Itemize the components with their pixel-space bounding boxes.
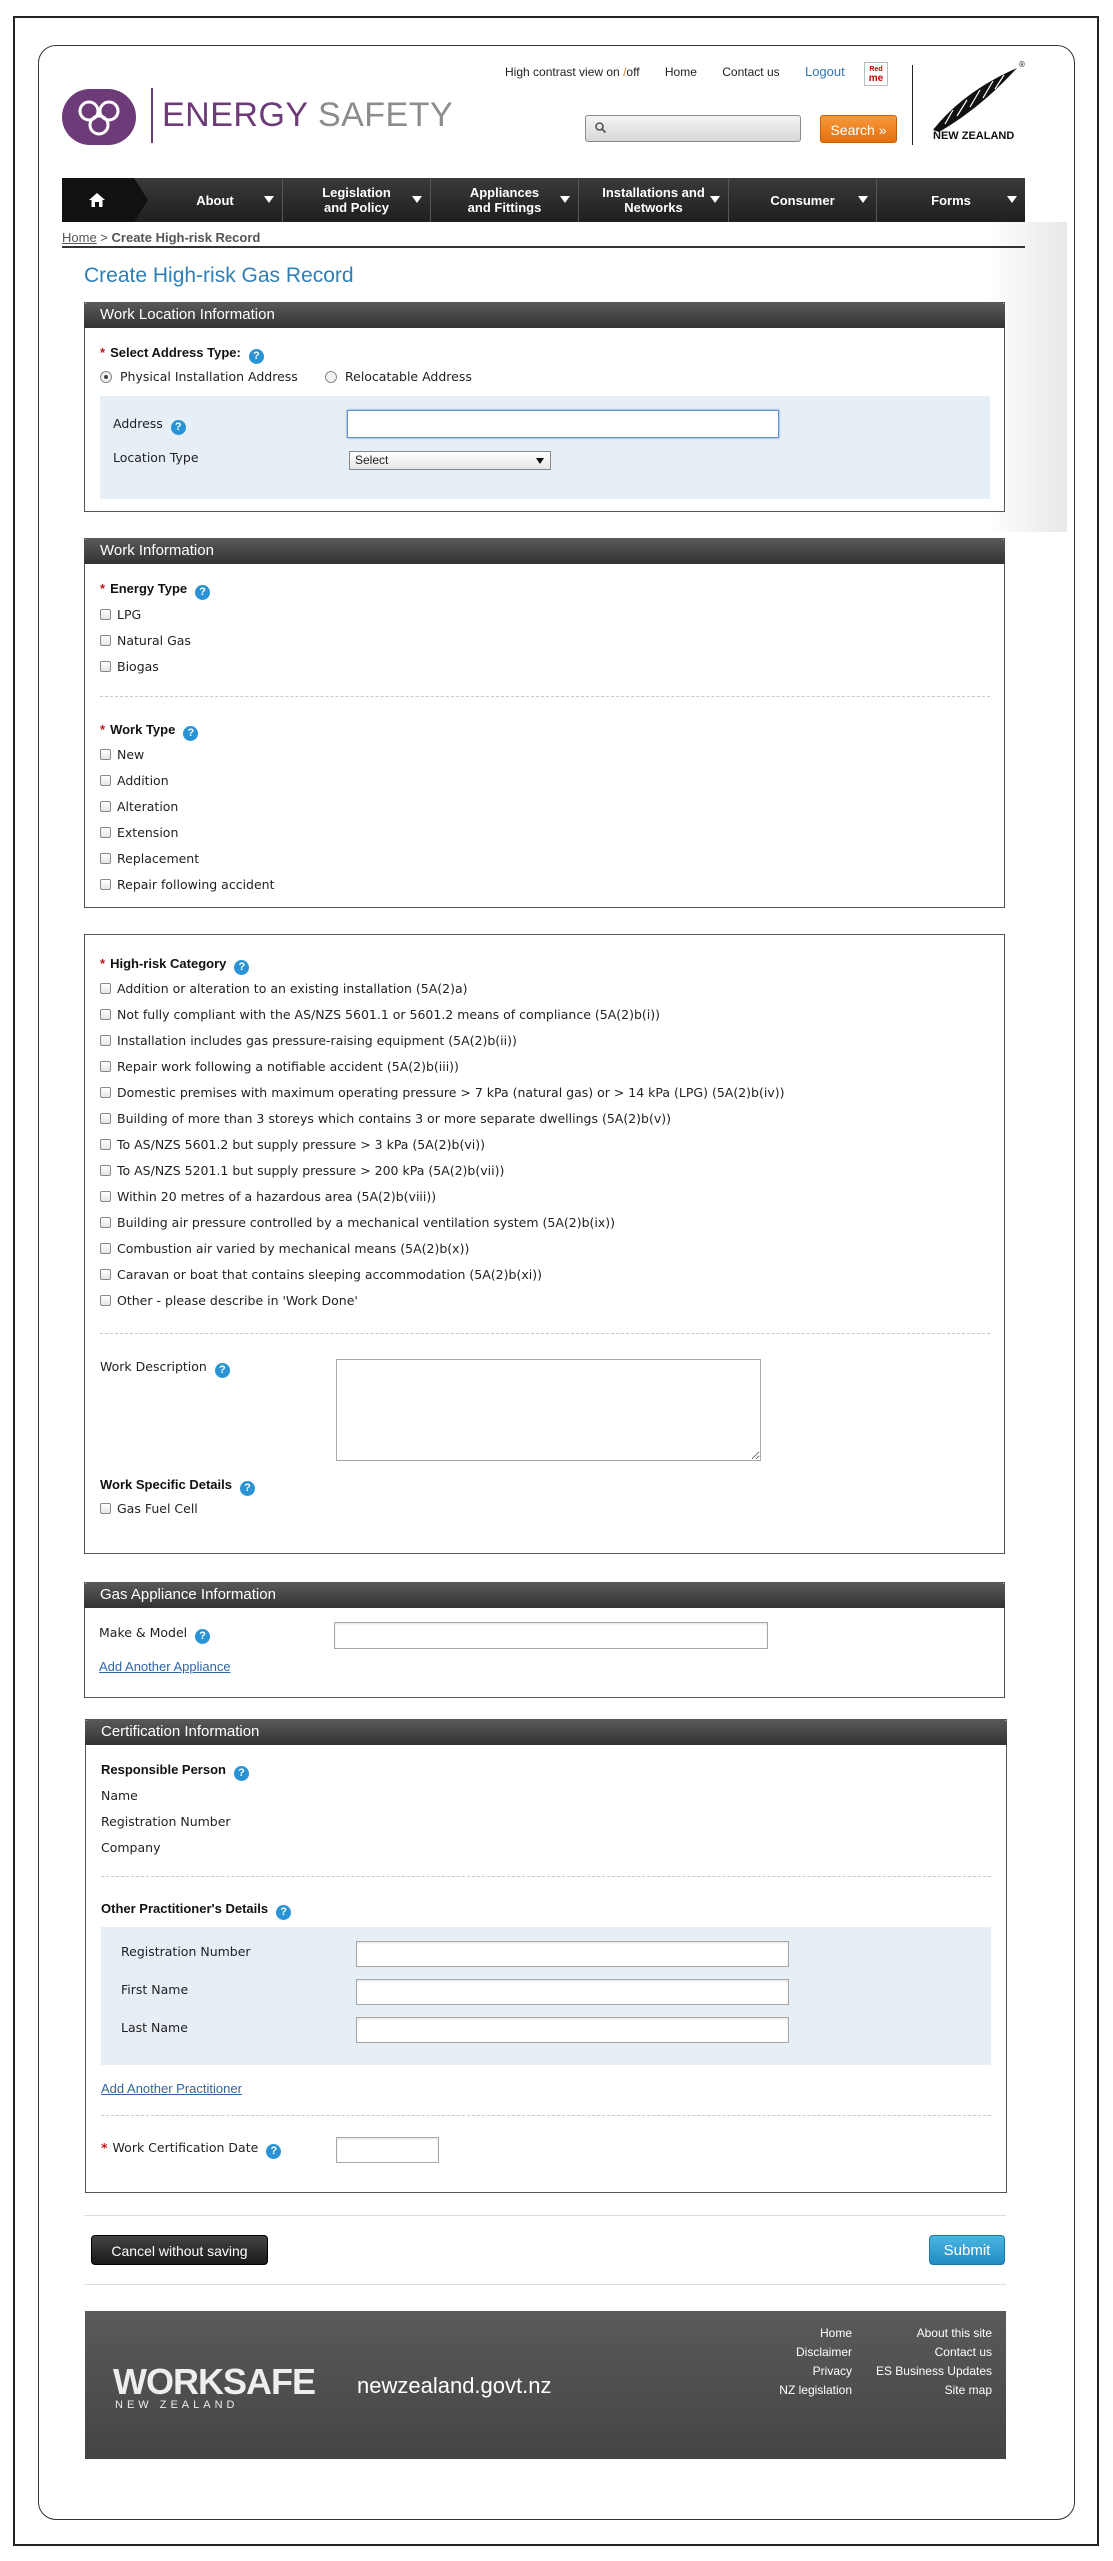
high-risk-category-option[interactable]	[100, 1085, 784, 1100]
high-risk-category-text: To AS/NZS 5601.2 but supply pressure > 3 kPa (5A(2)b(vi))	[117, 1137, 485, 1152]
checkbox[interactable]	[100, 1217, 111, 1228]
radio-button[interactable]	[325, 371, 337, 383]
high-risk-category-text: To AS/NZS 5201.1 but supply pressure > 200 kPa (5A(2)b(vii))	[117, 1163, 505, 1178]
worksafe-logo[interactable]: WORKSAFE	[113, 2361, 315, 2402]
footer-link-site-map[interactable]: Site map	[944, 2383, 992, 2397]
high-risk-category-option[interactable]	[100, 1267, 542, 1282]
search-input[interactable]	[610, 119, 795, 138]
help-icon[interactable]: ?	[276, 1905, 291, 1920]
search-icon	[594, 121, 608, 135]
nav-appliances[interactable]: Appliances and Fittings	[431, 178, 579, 222]
checkbox[interactable]	[100, 1243, 111, 1254]
radio-button[interactable]	[100, 371, 112, 383]
work-type-replacement[interactable]: Replacement	[100, 851, 199, 866]
make-model-input[interactable]	[334, 1622, 768, 1649]
help-icon[interactable]: ?	[171, 420, 186, 435]
checkbox[interactable]	[100, 661, 111, 672]
worksafe-sub: NEW ZEALAND	[115, 2399, 239, 2411]
energy-type-biogas[interactable]: Biogas	[100, 659, 159, 674]
checkbox[interactable]	[100, 775, 111, 786]
other-practitioner-label: Other Practitioner's Details ?	[101, 1901, 291, 1920]
work-type-repair[interactable]: Repair following accident	[100, 877, 275, 892]
registration-number-label: Registration Number	[101, 1814, 231, 1829]
high-risk-category-option[interactable]	[100, 1189, 436, 1204]
responsible-person-label: Responsible Person ?	[101, 1762, 249, 1781]
location-type-label: Location Type	[113, 450, 199, 465]
high-risk-category-text: Building of more than 3 storeys which contains 3 or more separate dwellings (5A(2)b(v))	[117, 1111, 671, 1126]
search-button[interactable]: Search »	[820, 115, 897, 143]
high-risk-category-text: Building air pressure controlled by a mechanical ventilation system (5A(2)b(ix))	[117, 1215, 616, 1230]
checkbox[interactable]	[100, 1009, 111, 1020]
company-label: Company	[101, 1840, 161, 1855]
divider	[84, 2284, 1006, 2285]
high-risk-category-option[interactable]	[100, 1215, 615, 1230]
gas-appliance-section	[84, 1582, 1005, 1698]
cert-date-input[interactable]	[336, 2137, 439, 2163]
high-risk-category-option[interactable]	[100, 1137, 485, 1152]
logo-text: ENERGY SAFETY	[162, 96, 454, 134]
work-specific-details-label: Work Specific Details ?	[100, 1477, 255, 1496]
high-risk-category-text: Within 20 metres of a hazardous area (5A(2)b(viii))	[117, 1189, 437, 1204]
checkbox[interactable]	[100, 1087, 111, 1098]
submit-button[interactable]: Submit	[929, 2235, 1005, 2265]
chevron-down-icon	[1007, 196, 1017, 203]
chevron-down-icon	[412, 196, 422, 203]
footer-link-about-site[interactable]: About this site	[916, 2326, 992, 2340]
chevron-down-icon	[264, 196, 274, 203]
cancel-button[interactable]: Cancel without saving	[91, 2235, 268, 2265]
op-last-name-input[interactable]	[356, 2017, 789, 2043]
high-risk-category-option[interactable]	[100, 1163, 504, 1178]
energy-type-natural-gas[interactable]: Natural Gas	[100, 633, 191, 648]
new-zealand-label: NEW ZEALAND	[933, 130, 1015, 142]
checkbox[interactable]	[100, 1269, 111, 1280]
high-risk-category-option[interactable]	[100, 1033, 517, 1048]
checkbox[interactable]	[100, 853, 111, 864]
checkbox[interactable]	[100, 609, 111, 620]
checkbox[interactable]	[100, 879, 111, 890]
checkbox[interactable]	[100, 983, 111, 994]
help-icon[interactable]: ?	[195, 1629, 210, 1644]
high-risk-category-text: Not fully compliant with the AS/NZS 5601.1 or 5601.2 means of compliance (5A(2)b(i))	[117, 1007, 661, 1022]
certification-section	[85, 1719, 1007, 2193]
energy-type-label: * Energy Type ?	[100, 581, 210, 600]
work-type-extension[interactable]: Extension	[100, 825, 178, 840]
high-risk-category-option[interactable]	[100, 1007, 660, 1022]
op-registration-input[interactable]	[356, 1941, 789, 1967]
help-icon[interactable]: ?	[240, 1481, 255, 1496]
redme-icon[interactable]: Red me	[864, 62, 888, 86]
high-risk-category-text: Repair work following a notifiable accident (5A(2)b(iii))	[117, 1059, 459, 1074]
help-icon[interactable]: ?	[195, 585, 210, 600]
section-header: Gas Appliance Information	[84, 1582, 1005, 1608]
energy-safety-logo[interactable]	[62, 86, 454, 146]
high-risk-category-option[interactable]	[100, 1111, 671, 1126]
high-risk-category-label: * High-risk Category ?	[100, 956, 249, 975]
radio-relocatable-address[interactable]: Relocatable Address	[325, 369, 472, 384]
work-type-addition[interactable]: Addition	[100, 773, 169, 788]
help-icon[interactable]: ?	[215, 1363, 230, 1378]
logo-swirl-icon	[62, 89, 136, 145]
page-title: Create High-risk Gas Record	[84, 264, 354, 287]
op-registration-label: Registration Number	[121, 1944, 251, 1959]
op-last-name-label: Last Name	[121, 2020, 188, 2035]
op-first-name-label: First Name	[121, 1982, 189, 1997]
work-type-alteration[interactable]: Alteration	[100, 799, 178, 814]
checkbox[interactable]	[100, 1035, 111, 1046]
high-risk-category-text: Other - please describe in 'Work Done'	[117, 1293, 358, 1308]
breadcrumb: Home > Create High-risk Record	[62, 230, 1025, 248]
checkbox[interactable]	[100, 749, 111, 760]
high-risk-category-text: Installation includes gas pressure-raising equipment (5A(2)b(ii))	[117, 1033, 517, 1048]
address-input[interactable]	[347, 410, 779, 438]
checkbox[interactable]	[100, 1165, 111, 1176]
chevron-down-icon	[560, 196, 570, 203]
footer-link-privacy[interactable]: Privacy	[812, 2364, 852, 2378]
section-header: Certification Information	[85, 1719, 1007, 1745]
logo-divider	[151, 88, 153, 143]
chevron-down-icon	[710, 196, 720, 203]
breadcrumb-home[interactable]: Home	[62, 230, 97, 245]
section-header: Work Location Information	[84, 302, 1005, 328]
chevron-down-icon	[536, 458, 544, 464]
checkbox[interactable]	[100, 1503, 111, 1514]
nav-forms[interactable]: Forms	[877, 178, 1025, 222]
chevron-down-icon	[858, 196, 868, 203]
address-label: Address ?	[113, 416, 186, 435]
breadcrumb-current: Create High-risk Record	[111, 230, 261, 245]
checkbox[interactable]	[100, 827, 111, 838]
section-header: Work Information	[84, 538, 1005, 564]
home-icon	[88, 192, 106, 208]
high-risk-category-option[interactable]	[100, 1241, 469, 1256]
nav-arrow	[134, 178, 148, 222]
work-description-label: Work Description ?	[100, 1359, 230, 1378]
divider	[100, 696, 990, 697]
op-first-name-input[interactable]	[356, 1979, 789, 2005]
checkbox[interactable]	[100, 1139, 111, 1150]
footer-link-home[interactable]: Home	[819, 2326, 852, 2340]
divider	[101, 1876, 991, 1877]
footer-link-disclaimer[interactable]: Disclaimer	[795, 2345, 852, 2359]
footer-link-es-updates[interactable]: ES Business Updates	[875, 2364, 992, 2378]
nzgovt-logo[interactable]: newzealand.govt.nz	[357, 2373, 552, 2398]
help-icon[interactable]: ?	[266, 2144, 281, 2159]
search-box[interactable]	[585, 115, 801, 142]
help-icon[interactable]: ?	[183, 726, 198, 741]
high-risk-category-text: Combustion air varied by mechanical means (5A(2)b(x))	[117, 1241, 470, 1256]
gas-fuel-cell-option[interactable]: Gas Fuel Cell	[100, 1501, 198, 1516]
logout-link[interactable]: Logout	[804, 64, 845, 79]
work-location-section	[84, 302, 1005, 512]
top-links	[505, 64, 867, 79]
high-risk-section	[84, 934, 1005, 1554]
high-risk-category-option[interactable]	[100, 1293, 358, 1308]
help-icon[interactable]: ?	[249, 349, 264, 364]
nav-installations[interactable]: Installations and Networks	[579, 178, 729, 222]
divider	[101, 2115, 991, 2116]
high-risk-category-text: Addition or alteration to an existing installation (5A(2)a)	[117, 981, 468, 996]
footer-link-nz-legislation[interactable]: NZ legislation	[779, 2383, 852, 2397]
footer-link-contact[interactable]: Contact us	[934, 2345, 992, 2359]
name-label: Name	[101, 1788, 138, 1803]
cert-date-label: * Work Certification Date ?	[101, 2140, 281, 2159]
radio-physical-address[interactable]: Physical Installation Address	[100, 369, 298, 384]
registered-mark: ®	[1018, 60, 1026, 69]
energy-type-lpg[interactable]: LPG	[100, 607, 141, 622]
top-home-link[interactable]: Home	[664, 65, 697, 79]
main-nav	[62, 178, 1025, 222]
add-another-practitioner-link[interactable]: Add Another Practitioner	[101, 2081, 242, 2096]
high-risk-category-text: Caravan or boat that contains sleeping accommodation (5A(2)b(xi))	[117, 1267, 542, 1282]
checkbox[interactable]	[100, 1191, 111, 1202]
work-description-textarea[interactable]	[336, 1359, 761, 1461]
checkbox[interactable]	[100, 1061, 111, 1072]
footer	[85, 2311, 1006, 2459]
header-divider	[912, 65, 913, 145]
high-risk-category-option[interactable]	[100, 981, 468, 996]
help-icon[interactable]: ?	[234, 1766, 249, 1781]
work-type-label: * Work Type ?	[100, 722, 198, 741]
work-type-new[interactable]: New	[100, 747, 144, 762]
add-another-appliance-link[interactable]: Add Another Appliance	[99, 1659, 231, 1674]
work-information-section	[84, 538, 1005, 908]
checkbox[interactable]	[100, 1295, 111, 1306]
high-contrast-toggle[interactable]: High contrast view on /off	[505, 65, 640, 79]
address-type-label: * Select Address Type: ?	[100, 345, 264, 364]
top-contact-link[interactable]: Contact us	[722, 65, 780, 79]
checkbox[interactable]	[100, 635, 111, 646]
nav-consumer[interactable]: Consumer	[729, 178, 877, 222]
nav-legislation[interactable]: Legislation and Policy	[283, 178, 431, 222]
help-icon[interactable]: ?	[234, 960, 249, 975]
nav-home-button[interactable]	[62, 178, 134, 222]
checkbox[interactable]	[100, 1113, 111, 1124]
divider	[100, 1333, 990, 1334]
high-risk-category-option[interactable]	[100, 1059, 459, 1074]
high-risk-category-text: Domestic premises with maximum operating pressure > 7 kPa (natural gas) or > 14 kPa (LPG) (5A(2)b(iv))	[117, 1085, 785, 1100]
nav-about[interactable]: About	[148, 178, 283, 222]
make-model-label: Make & Model ?	[99, 1625, 210, 1644]
checkbox[interactable]	[100, 801, 111, 812]
location-type-select[interactable]: Select	[349, 451, 551, 470]
divider	[84, 2215, 1006, 2216]
